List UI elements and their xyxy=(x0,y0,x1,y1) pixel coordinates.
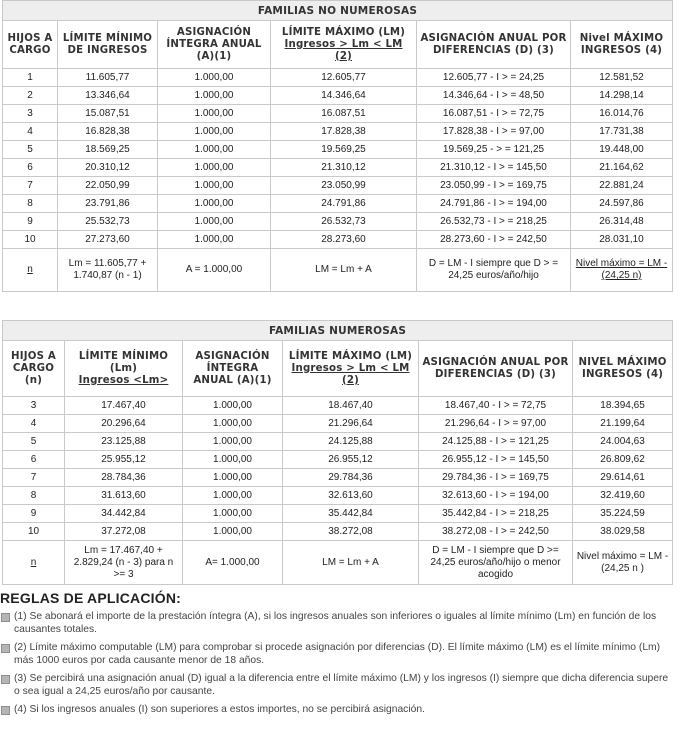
rules-section xyxy=(0,590,680,717)
table-cell: 1.000,00 xyxy=(183,523,283,541)
table-cell: 2 xyxy=(3,87,58,105)
table-cell: 26.809,62 xyxy=(573,451,673,469)
table-cell: 25.532,73 xyxy=(58,213,158,231)
formula-d: D = LM - I siempre que D >= 24,25 euros/año/hijo o menor acogido xyxy=(419,541,573,585)
table-cell: 17.828,38 - I > = 97,00 xyxy=(417,123,571,141)
table-cell: 27.273,60 xyxy=(58,231,158,249)
table-cell: 24.004,63 xyxy=(573,433,673,451)
table-cell: 7 xyxy=(3,177,58,195)
table-cell: 20.310,12 xyxy=(58,159,158,177)
table-cell: 1.000,00 xyxy=(158,105,271,123)
table-cell: 21.310,12 xyxy=(271,159,417,177)
table-cell: 1.000,00 xyxy=(158,87,271,105)
table-cell: 22.050,99 xyxy=(58,177,158,195)
table-cell: 24.791,86 - I > = 194,00 xyxy=(417,195,571,213)
bullet-icon xyxy=(1,706,10,715)
table-cell: 12.581,52 xyxy=(571,69,673,87)
table-cell: 23.125,88 xyxy=(65,433,183,451)
table-cell: 29.784,36 xyxy=(283,469,419,487)
table-cell: 4 xyxy=(3,123,58,141)
table-cell: 1.000,00 xyxy=(183,415,283,433)
header-line: (2) xyxy=(334,50,352,62)
table-row xyxy=(3,469,673,487)
table-cell: 28.031,10 xyxy=(571,231,673,249)
table-cell: 10 xyxy=(3,231,58,249)
table-cell: 16.828,38 xyxy=(58,123,158,141)
table-cell: 8 xyxy=(3,195,58,213)
rule-item xyxy=(0,673,674,698)
table-row xyxy=(3,397,673,415)
table-cell: 25.955,12 xyxy=(65,451,183,469)
col-header-limite-minimo xyxy=(65,341,183,397)
table-row xyxy=(3,87,673,105)
col-header-nivel-maximo: Nivel MÁXIMO INGRESOS (4) xyxy=(571,21,673,69)
formula-a: A = 1.000,00 xyxy=(158,249,271,292)
table-cell: 23.050,99 xyxy=(271,177,417,195)
table-cell: 1.000,00 xyxy=(158,195,271,213)
table-cell: 1.000,00 xyxy=(183,451,283,469)
table-cell: 1.000,00 xyxy=(183,487,283,505)
table-title: FAMILIAS NUMEROSAS xyxy=(3,321,673,341)
table-cell: 1.000,00 xyxy=(183,433,283,451)
table-cell: 24.125,88 xyxy=(283,433,419,451)
table-cell: 28.273,60 xyxy=(271,231,417,249)
table-cell: 5 xyxy=(3,433,65,451)
formula-lm: Lm = 17.467,40 + 2.829,24 (n - 3) para n >= 3 xyxy=(65,541,183,585)
table-cell: 1.000,00 xyxy=(158,159,271,177)
table-cell: 1 xyxy=(3,69,58,87)
table-cell: 9 xyxy=(3,505,65,523)
table-cell: 14.346,64 - I > = 48,50 xyxy=(417,87,571,105)
table-cell: 21.164,62 xyxy=(571,159,673,177)
table-cell: 21.296,64 xyxy=(283,415,419,433)
table-cell: 19.448,00 xyxy=(571,141,673,159)
table-cell: 38.272,08 - I > = 242,50 xyxy=(419,523,573,541)
header-line: Ingresos <Lm> xyxy=(78,374,169,386)
table-familias-no-numerosas xyxy=(2,0,673,292)
table-cell: 1.000,00 xyxy=(158,177,271,195)
table-cell: 5 xyxy=(3,141,58,159)
table-cell: 3 xyxy=(3,105,58,123)
table-cell: 18.569,25 xyxy=(58,141,158,159)
table-cell: 14.346,64 xyxy=(271,87,417,105)
table-row xyxy=(3,433,673,451)
col-header-asignacion-integra: ASIGNACIÓN ÍNTEGRA ANUAL (A)(1) xyxy=(158,21,271,69)
formula-n: n xyxy=(3,249,58,292)
col-header-asignacion-diferencias: ASIGNACIÓN ANUAL POR DIFERENCIAS (D) (3) xyxy=(419,341,573,397)
table-row xyxy=(3,105,673,123)
table-cell: 29.784,36 - I > = 169,75 xyxy=(419,469,573,487)
formula-lm: Lm = 11.605,77 + 1.740,87 (n - 1) xyxy=(58,249,158,292)
col-header-limite-maximo xyxy=(271,21,417,69)
header-line: LÍMITE MÁXIMO (LM) xyxy=(288,350,413,362)
rule-text: (2) Límite máximo computable (LM) para comprobar si procede asignación por diferencias (D). El límite máximo (LM) es el límite mínimo (Lm) más 1000 euros por cada causante menor de 18 años. xyxy=(14,642,661,666)
table-cell: 19.569,25 - > = 121,25 xyxy=(417,141,571,159)
table-cell: 14.298,14 xyxy=(571,87,673,105)
table-cell: 26.532,73 xyxy=(271,213,417,231)
table-cell: 17.828,38 xyxy=(271,123,417,141)
table-cell: 22.881,24 xyxy=(571,177,673,195)
formula-n: n xyxy=(3,541,65,585)
formula-a: A= 1.000,00 xyxy=(183,541,283,585)
table-cell: 12.605,77 - I > = 24,25 xyxy=(417,69,571,87)
table-row xyxy=(3,69,673,87)
header-line: LÍMITE MÁXIMO (LM) xyxy=(281,26,406,38)
table-cell: 20.296,64 xyxy=(65,415,183,433)
table-cell: 24.791,86 xyxy=(271,195,417,213)
table-cell: 9 xyxy=(3,213,58,231)
table-cell: 32.613,60 xyxy=(283,487,419,505)
table-cell: 26.955,12 xyxy=(283,451,419,469)
table-cell: 17.467,40 xyxy=(65,397,183,415)
table-cell: 1.000,00 xyxy=(158,141,271,159)
table-cell: 35.442,84 - I > = 218,25 xyxy=(419,505,573,523)
table-cell: 29.614,61 xyxy=(573,469,673,487)
table-cell: 1.000,00 xyxy=(158,123,271,141)
table-cell: 35.442,84 xyxy=(283,505,419,523)
table-cell: 1.000,00 xyxy=(183,469,283,487)
col-header-hijos: HIJOS A CARGO xyxy=(3,21,58,69)
table-cell: 32.613,60 - I > = 194,00 xyxy=(419,487,573,505)
table-cell: 1.000,00 xyxy=(158,213,271,231)
header-line: Ingresos > Lm < LM (2) xyxy=(291,362,410,386)
table-cell: 16.087,51 - I > = 72,75 xyxy=(417,105,571,123)
bullet-icon xyxy=(1,675,10,684)
table-row xyxy=(3,123,673,141)
table-cell: 31.613,60 xyxy=(65,487,183,505)
rule-item xyxy=(0,611,674,636)
header-line: Ingresos > Lm < LM xyxy=(284,38,403,50)
table-cell: 37.272,08 xyxy=(65,523,183,541)
col-header-asignacion-diferencias: ASIGNACIÓN ANUAL POR DIFERENCIAS (D) (3) xyxy=(417,21,571,69)
rule-text: (3) Se percibirá una asignación anual (D) igual a la diferencia entre el límite máximo (LM) y los ingresos (I) siempre que dicha diferencia supere o sea igual a 24,25 euros/año por causante. xyxy=(14,673,669,697)
table-cell: 6 xyxy=(3,451,65,469)
table-row xyxy=(3,231,673,249)
table-cell: 16.014,76 xyxy=(571,105,673,123)
table-cell: 7 xyxy=(3,469,65,487)
table-row xyxy=(3,505,673,523)
table-cell: 19.569,25 xyxy=(271,141,417,159)
table-cell: 17.731,38 xyxy=(571,123,673,141)
table-cell: 4 xyxy=(3,415,65,433)
formula-nivel: Nivel máximo = LM - (24,25 n) xyxy=(571,249,673,292)
rules-title: REGLAS DE APLICACIÓN: xyxy=(0,590,182,606)
table-cell: 24.597,86 xyxy=(571,195,673,213)
table-cell: 21.310,12 - I > = 145,50 xyxy=(417,159,571,177)
table-cell: 10 xyxy=(3,523,65,541)
table-row xyxy=(3,195,673,213)
table-cell: 28.784,36 xyxy=(65,469,183,487)
table-row xyxy=(3,487,673,505)
table-familias-numerosas xyxy=(2,320,673,585)
table-cell: 24.125,88 - I > = 121,25 xyxy=(419,433,573,451)
table-row xyxy=(3,213,673,231)
table-cell: 16.087,51 xyxy=(271,105,417,123)
formula-nivel: Nivel máximo = LM - (24,25 n ) xyxy=(573,541,673,585)
rule-item xyxy=(0,704,674,717)
table-cell: 18.394,65 xyxy=(573,397,673,415)
table-row xyxy=(3,177,673,195)
table-cell: 11.605,77 xyxy=(58,69,158,87)
table-cell: 21.199,64 xyxy=(573,415,673,433)
rule-text: (1) Se abonará el importe de la prestación íntegra (A), si los ingresos anuales son inferiores o iguales al límite mínimo (Lm) en función de los causantes totales. xyxy=(14,611,657,635)
header-line: LÍMITE MÍNIMO (Lm) xyxy=(78,350,169,374)
table-cell: 38.029,58 xyxy=(573,523,673,541)
table-cell: 1.000,00 xyxy=(183,397,283,415)
bullet-icon xyxy=(1,613,10,622)
table-cell: 1.000,00 xyxy=(158,69,271,87)
table-cell: 1.000,00 xyxy=(183,505,283,523)
col-header-nivel-maximo: NIVEL MÁXIMO INGRESOS (4) xyxy=(573,341,673,397)
table-cell: 23.050,99 - I > = 169,75 xyxy=(417,177,571,195)
table-cell: 32.419,60 xyxy=(573,487,673,505)
table-row xyxy=(3,141,673,159)
table-cell: 28.273,60 - I > = 242,50 xyxy=(417,231,571,249)
table-cell: 26.314,48 xyxy=(571,213,673,231)
formula-LM: LM = Lm + A xyxy=(283,541,419,585)
col-header-asignacion-integra: ASIGNACIÓN ÍNTEGRA ANUAL (A)(1) xyxy=(183,341,283,397)
table-cell: 26.532,73 - I > = 218,25 xyxy=(417,213,571,231)
table-cell: 23.791,86 xyxy=(58,195,158,213)
table-row xyxy=(3,523,673,541)
rule-item xyxy=(0,642,674,667)
col-header-limite-minimo: LÍMITE MÍNIMO DE INGRESOS xyxy=(58,21,158,69)
table-cell: 35.224,59 xyxy=(573,505,673,523)
formula-d: D = LM - I siempre que D > = 24,25 euros/año/hijo xyxy=(417,249,571,292)
table-cell: 1.000,00 xyxy=(158,231,271,249)
col-header-limite-maximo xyxy=(283,341,419,397)
rule-text: (4) Si los ingresos anuales (I) son superiores a estos importes, no se percibirá asignación. xyxy=(14,704,425,715)
table-cell: 26.955,12 - I > = 145,50 xyxy=(419,451,573,469)
table-row xyxy=(3,451,673,469)
table-cell: 12.605,77 xyxy=(271,69,417,87)
table-row xyxy=(3,415,673,433)
table-cell: 18.467,40 - I > = 72,75 xyxy=(419,397,573,415)
col-header-hijos: HIJOS A CARGO (n) xyxy=(3,341,65,397)
table-cell: 13.346,64 xyxy=(58,87,158,105)
table-cell: 6 xyxy=(3,159,58,177)
table-cell: 38.272,08 xyxy=(283,523,419,541)
table-row xyxy=(3,159,673,177)
table-cell: 8 xyxy=(3,487,65,505)
table-cell: 18.467,40 xyxy=(283,397,419,415)
bullet-icon xyxy=(1,644,10,653)
table-cell: 3 xyxy=(3,397,65,415)
formula-LM: LM = Lm + A xyxy=(271,249,417,292)
table-title: FAMILIAS NO NUMEROSAS xyxy=(3,1,673,21)
table-cell: 21.296,64 - I > = 97,00 xyxy=(419,415,573,433)
table-cell: 34.442,84 xyxy=(65,505,183,523)
table-cell: 15.087,51 xyxy=(58,105,158,123)
